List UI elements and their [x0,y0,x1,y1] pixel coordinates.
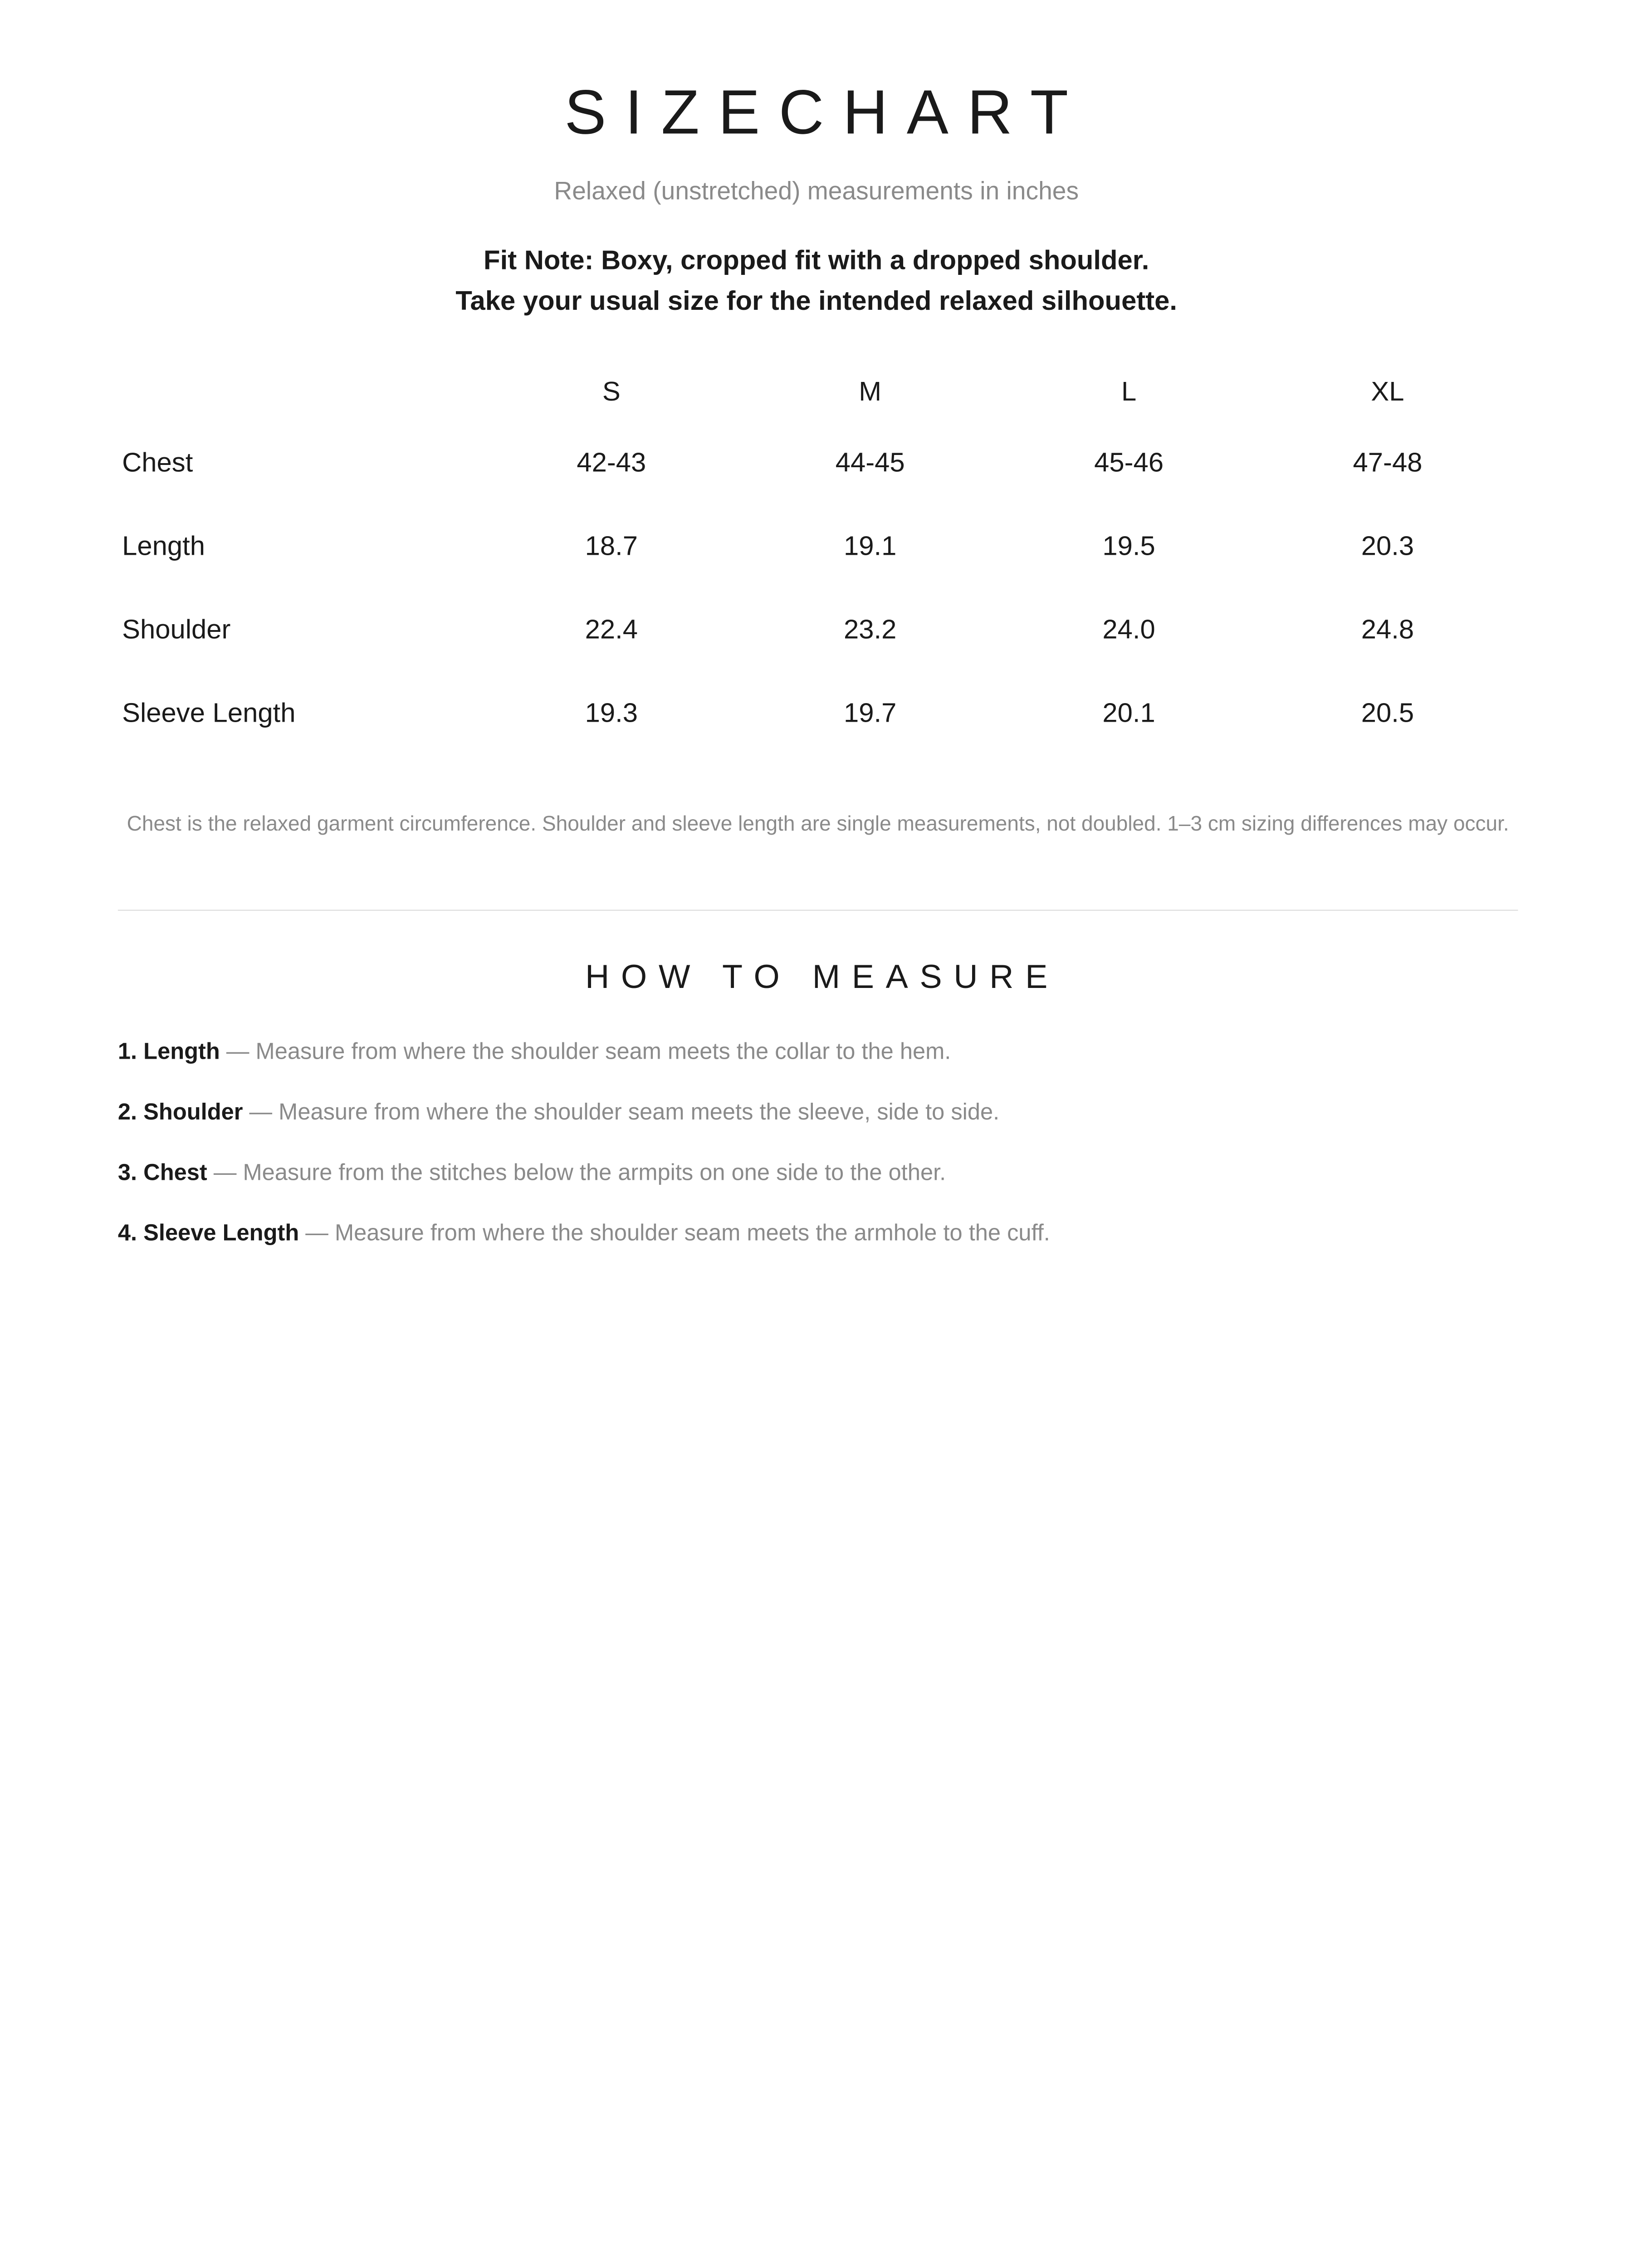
step-description: — Measure from where the shoulder seam meets the sleeve, side to side. [243,1098,1000,1125]
measurement-footnote: Chest is the relaxed garment circumference. Shoulder and sleeve length are single measurements, not doubled. 1–3 cm sizing differences may occur. [127,812,1509,836]
row-label-sleeve-length: Sleeve Length [122,697,296,728]
section-divider [118,910,1518,911]
table-cell: 42-43 [577,446,646,478]
table-header-row [118,376,1518,428]
table-cell: 20.1 [1102,697,1155,728]
table-cell: 19.3 [585,697,638,728]
step-description: — Measure from where the shoulder seam meets the armhole to the cuff. [299,1219,1050,1246]
table-cell: 18.7 [585,530,638,562]
size-header-l: L [1121,376,1137,407]
row-label-shoulder: Shoulder [122,613,231,645]
fit-note-line-2: Take your usual size for the intended relaxed silhouette. [455,284,1178,316]
step-description: — Measure from the stitches below the armpits on one side to the other. [207,1159,946,1185]
list-item [118,1217,1518,1278]
table-cell: 19.7 [843,697,897,728]
fit-note [0,240,1633,321]
list-item [118,1157,1518,1217]
table-cell: 20.5 [1361,697,1414,728]
size-header-xl: XL [1371,376,1404,407]
table-row-sleeve-length [118,697,1518,780]
step-name: Chest [143,1159,207,1185]
step-description: — Measure from where the shoulder seam meets the collar to the hem. [220,1038,951,1064]
step-name: Length [143,1038,220,1064]
table-cell: 44-45 [835,446,905,478]
page-title: SIZECHART [564,77,1087,147]
table-cell: 20.3 [1361,530,1414,562]
table-row-shoulder [118,613,1518,697]
step-number: 4. [117,1219,144,1246]
fit-note-line-1: Fit Note: Boxy, cropped fit with a dropped shoulder. [484,244,1149,276]
step-number: 2. [117,1098,144,1125]
row-label-length: Length [122,530,205,562]
table-cell: 19.1 [843,530,897,562]
size-header-m: M [859,376,882,407]
table-cell: 45-46 [1094,446,1164,478]
step-number: 3. [117,1159,144,1185]
list-item [118,1096,1518,1157]
table-row-chest [118,446,1518,530]
row-label-chest: Chest [122,446,193,478]
page-subtitle: Relaxed (unstretched) measurements in inches [554,177,1079,206]
size-table [118,376,1518,780]
table-cell: 22.4 [585,613,638,645]
measure-steps-list [118,1036,1518,1278]
table-cell: 47-48 [1353,446,1423,478]
size-header-s: S [602,376,621,407]
table-row-length [118,530,1518,613]
table-cell: 19.5 [1102,530,1155,562]
step-number: 1. [117,1038,144,1064]
table-cell: 23.2 [843,613,897,645]
how-to-measure-heading: HOW TO MEASURE [585,958,1060,996]
step-name: Sleeve Length [143,1219,299,1246]
step-name: Shoulder [143,1098,243,1125]
table-cell: 24.0 [1102,613,1155,645]
table-cell: 24.8 [1361,613,1414,645]
list-item [118,1036,1518,1096]
